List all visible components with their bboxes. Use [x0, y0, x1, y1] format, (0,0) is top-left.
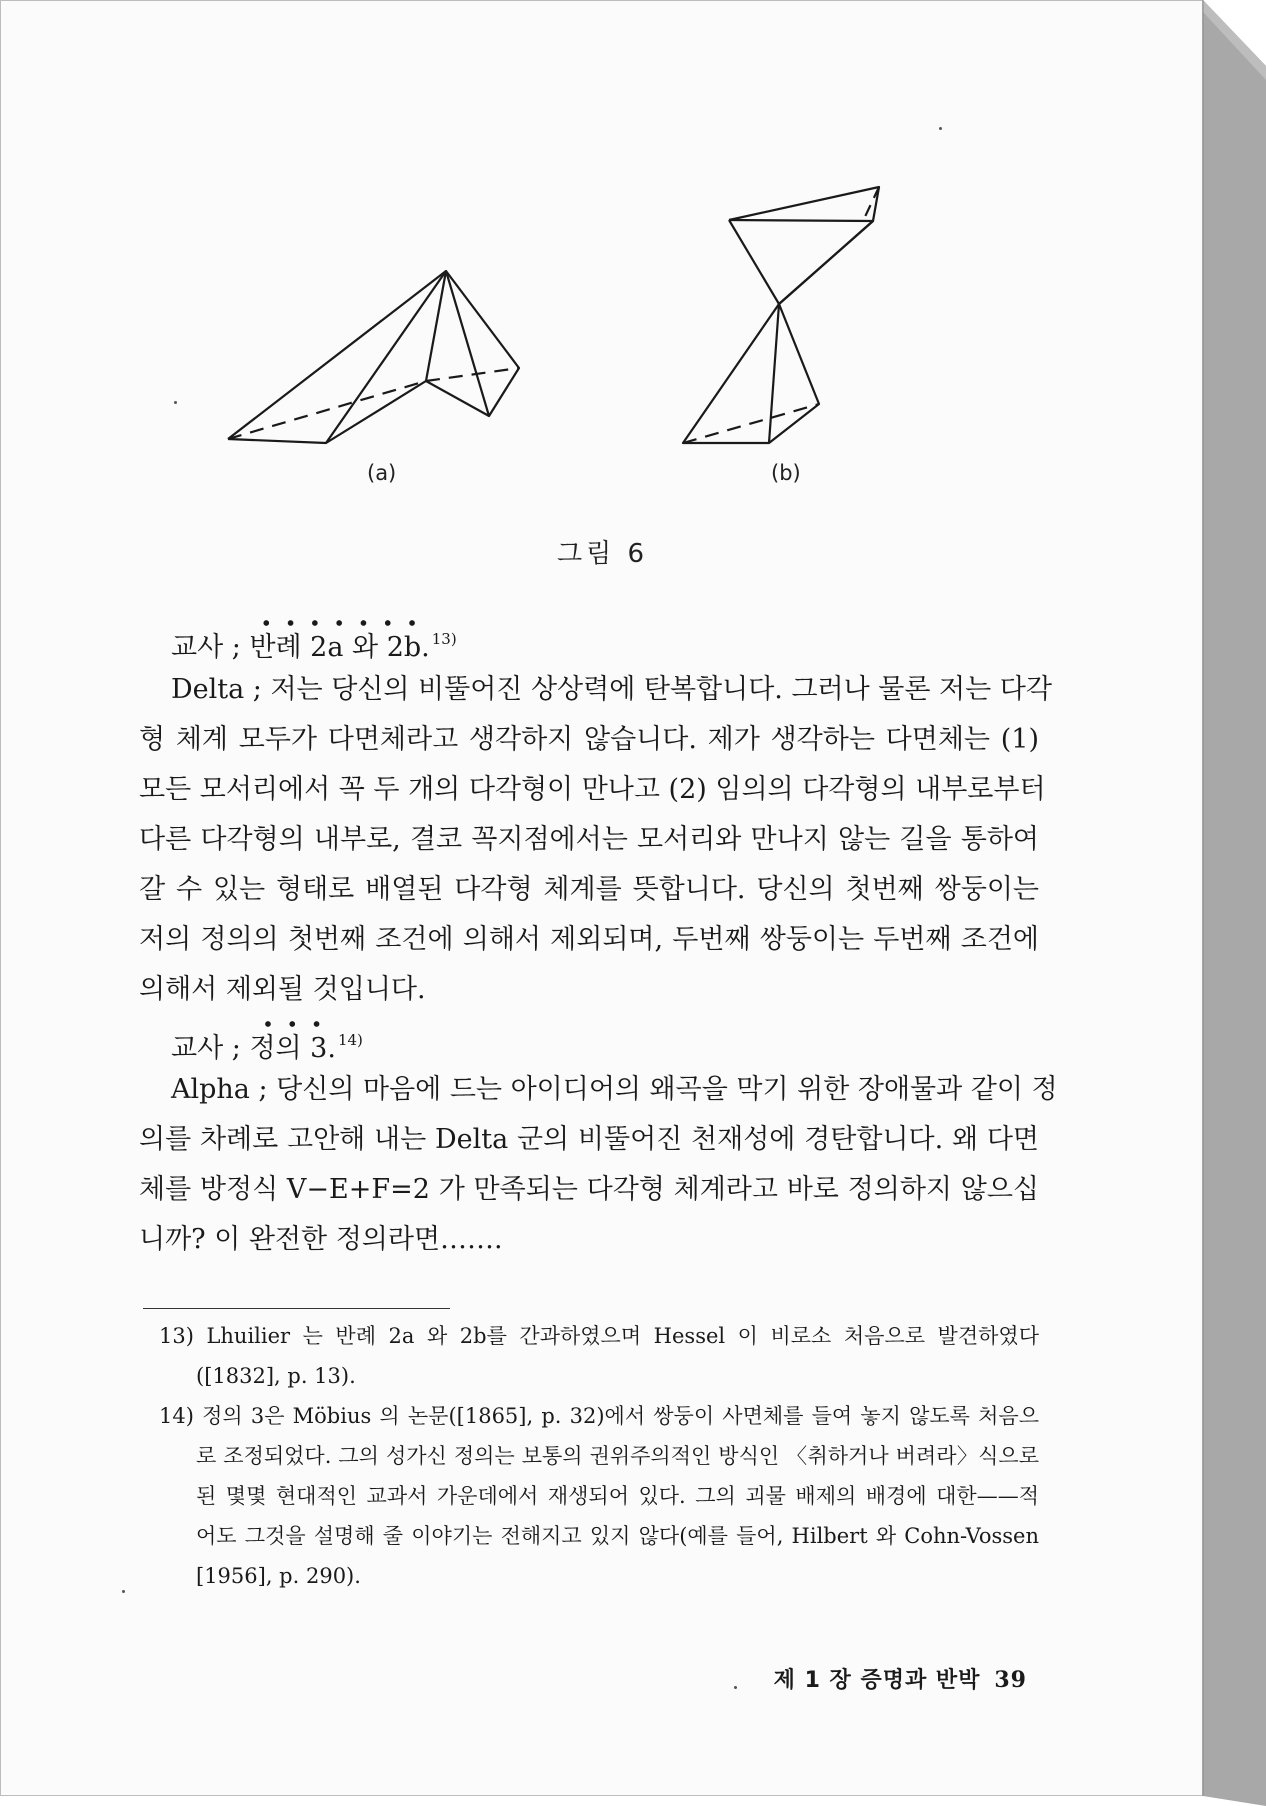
alpha-line: Alpha ; 당신의 마음에 드는 아이디어의 왜곡을 막기 위한 장애물과 같이 정 [171, 1074, 1058, 1105]
figure-label-a: (a) [367, 461, 397, 485]
footnote-ref-13: 13) [431, 630, 457, 648]
footnote-divider [143, 1308, 450, 1309]
figure-label-b: (b) [771, 461, 801, 485]
footnote-line: 어도 그것을 설명해 줄 이야기는 전해지고 있지 않다(예를 들어, Hilbert 와 Cohn-Vossen [196, 1524, 1039, 1548]
alpha-line: 니까? 이 완전한 정의라면……. [139, 1224, 503, 1255]
footnote-line: 14) 정의 3은 Möbius 의 논문([1865], p. 32)에서 쌍둥이 사면체를 들여 놓지 않도록 처음으 [159, 1404, 1039, 1428]
alpha-line: 의를 차례로 고안해 내는 Delta 군의 비뚤어진 천재성에 경탄합니다. 왜 다면 [139, 1124, 1039, 1155]
running-footer [774, 1663, 1027, 1694]
teacher-line-2 [171, 1020, 1071, 1069]
alpha-line: 체를 방정식 V−E+F=2 가 만족되는 다각형 체계라고 바로 정의하지 않으십 [139, 1174, 1039, 1205]
delta-line: 저의 정의의 첫번째 조건에 의해서 제외되며, 두번째 쌍둥이는 두번째 조건에 [139, 924, 1039, 955]
delta-line: 형 체계 모두가 다면체라고 생각하지 않습니다. 제가 생각하는 다면체는 (1) [139, 724, 1039, 755]
figure-title: 그림 6 [556, 539, 649, 569]
footnote-line: ([1832], p. 13). [196, 1364, 356, 1388]
delta-line: 갈 수 있는 형태로 배열된 다각형 체계를 뜻합니다. 당신의 첫번째 쌍둥이는 [139, 874, 1039, 905]
speaker-label: 교사 ; [171, 1033, 241, 1064]
polyhedron-b-drawing [683, 187, 879, 443]
delta-line: Delta ; 저는 당신의 비뚤어진 상상력에 탄복합니다. 그러나 물론 저는 다각 [171, 674, 1052, 705]
polyhedra-figure [1, 1, 1204, 521]
teacher-line-1 [171, 619, 1071, 668]
page-number: 39 [994, 1667, 1027, 1693]
footnote-line: 로 조정되었다. 그의 성가신 정의는 보통의 권위주의적인 방식인 〈취하거나 버려라〉식으로 [196, 1444, 1039, 1468]
delta-line: 모든 모서리에서 꼭 두 개의 다각형이 만나고 (2) 임의의 다각형의 내부로부터 [139, 774, 1046, 805]
scan-speck [122, 1590, 125, 1593]
emphasized-text: 정의 3. [249, 1019, 336, 1064]
speaker-label: 교사 ; [171, 632, 241, 663]
emphasized-text: 반례 2a 와 2b. [249, 618, 429, 663]
footnote-line: 13) Lhuilier 는 반례 2a 와 2b를 간과하였으며 Hessel 이 비로소 처음으로 발견하였다 [159, 1324, 1039, 1348]
scan-speck [939, 127, 942, 130]
delta-line: 의해서 제외될 것입니다. [139, 974, 426, 1005]
footnote-ref-14: 14) [337, 1031, 363, 1049]
scan-speck [174, 401, 177, 404]
footnote-line: [1956], p. 290). [196, 1564, 361, 1588]
polyhedron-a-drawing [228, 271, 519, 443]
chapter-title: 제 1 장 증명과 반박 [773, 1668, 981, 1693]
delta-line: 다른 다각형의 내부로, 결코 꼭지점에서는 모서리와 만나지 않는 길을 통하여 [139, 824, 1039, 855]
scan-speck [734, 1686, 737, 1689]
footnote-line: 된 몇몇 현대적인 교과서 가운데에서 재생되어 있다. 그의 괴물 배제의 배경에 대한——적 [196, 1484, 1039, 1508]
